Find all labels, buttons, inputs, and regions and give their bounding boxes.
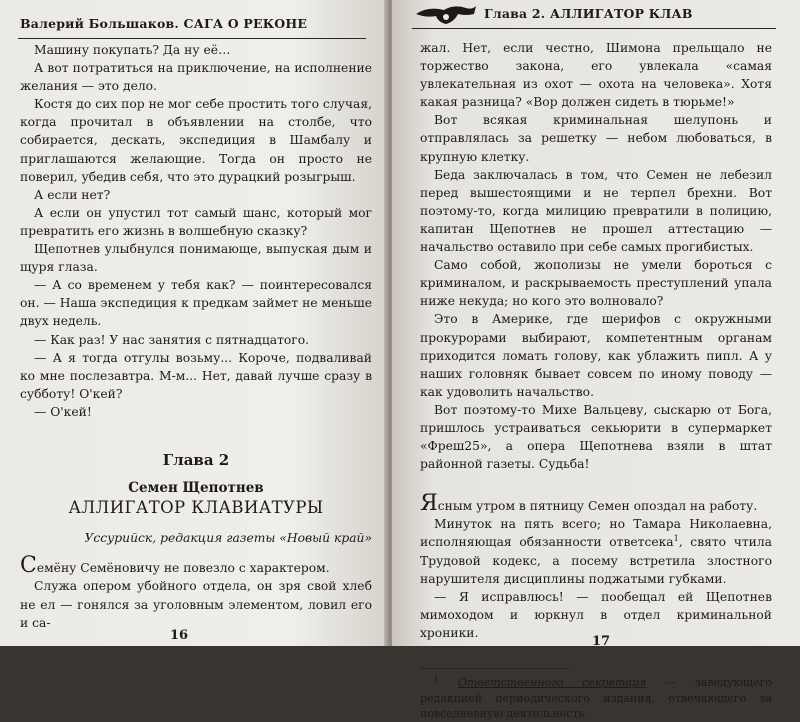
footnote-marker: 1 — [673, 534, 679, 544]
footnote-text: — заведующего редакцией периодического издания, отвечающего за повседневную деятельность. — [420, 676, 772, 720]
right-page-text — [420, 39, 772, 722]
drop-cap: Я — [420, 491, 438, 517]
paragraph — [420, 491, 772, 517]
paragraph: — А со временем у тебя как? — поинтересовался он. — Наша экспедиция к предкам займет не меньше двух недель. — [20, 278, 372, 329]
chapter-heading — [20, 451, 372, 517]
header-rule — [412, 28, 776, 29]
chapter-author: Семен Щепотнев — [128, 480, 264, 497]
paragraph: — Я исправлюсь! — пообещал ей Щепотнев мимоходом и юркнул в отдел криминальной хроники. — [420, 589, 772, 640]
drop-cap: С — [20, 553, 37, 579]
footnote-rule — [420, 668, 570, 669]
chapter-title: Глава 2 — [162, 450, 230, 469]
running-head: Валерий Большаков. САГА О РЕКОНЕ — [20, 16, 308, 31]
right-page — [392, 0, 800, 720]
paragraph: — А я тогда отгулы возьму... Короче, подваливай ко мне послезавтра. М-м... Нет, давай лучше сразу в субботу! О'кей? — [20, 350, 372, 401]
paragraph-text: емёну Семёновичу не повезло с характером. — [36, 561, 330, 576]
footnote-number: 1 — [434, 674, 440, 684]
paragraph: Вот поэтому-то Михе Вальцеву, сыскарю от Бога, пришлось устраиваться секьюрити в супермаркет «Фреш25», а опера Щепотнева взяли в штат районной газеты. Судьба! — [420, 402, 772, 472]
footnote — [420, 668, 772, 722]
footnote-term: Ответственного секретаря — [457, 676, 647, 689]
left-page-text — [20, 41, 372, 632]
paragraph: Беда заключалась в том, что Семен не лебезил перед вышестоящими и не терпел брехни. Вот поэтому-то, когда милицию превратили в полицию, капитан Щепотнев не прошел аттестацию — начальство оставило при себе самых прогибистых. — [420, 167, 772, 255]
chapter-dateline: Уссурийск, редакция газеты «Новый край» — [84, 531, 372, 546]
paragraph: А если нет? — [34, 187, 111, 202]
paragraph: Костя до сих пор не мог себе простить того случая, когда прочитал в объявлении на столбе, что собирается, дескать, экспедиция в Шамбалу и приглашаются желающие. Тогда он просто не поверил, убедив себя, что это дурацкий розыгрыш. — [20, 97, 372, 184]
paragraph: А если он упустил тот самый шанс, который мог превратить его жизнь в волшебную сказку? — [20, 205, 372, 238]
chapter-name: АЛЛИГАТОР КЛАВИАТУРЫ — [68, 498, 324, 518]
paragraph-text: сным утром в пятницу Семен опоздал на работу. — [437, 499, 758, 514]
paragraph: А вот потратиться на приключение, на исполнение желания — это дело. — [20, 61, 372, 94]
paragraph: Машину покупать? Да ну её… — [34, 43, 231, 57]
left-page — [0, 0, 388, 646]
paragraph: Это в Америке, где шерифов с окружными прокурорами выбирают, компетентным органам приходится ломать голову, как ублажить пипл. А у наших головняк бывает совсем по иному поводу — как удоволить начальство. — [420, 312, 772, 399]
paragraph: Вот всякая криминальная шелупонь и отправлялась за решетку — небом любоваться, в крупную клетку. — [420, 113, 772, 164]
paragraph: Само собой, жополизы не умели бороться с криминалом, и раскрываемость преступлений упала ниже некуда; но кого это волновало? — [420, 258, 772, 309]
running-head: Глава 2. АЛЛИГАТОР КЛАВ — [484, 6, 693, 21]
page-number: 16 — [170, 628, 189, 643]
header-rule — [18, 38, 366, 39]
paragraph: — Как раз! У нас занятия с пятнадцатого. — [34, 332, 310, 347]
page-number: 17 — [592, 634, 611, 649]
paragraph — [20, 553, 372, 579]
paragraph: Служа опером убойного отдела, он зря свой хлеб не ел — гонялся за уголовным элементом, ловил его и са- — [20, 579, 372, 630]
paragraph: Минуток на пять всего; но Тамара Николаевна, исполняющая обязанности ответсека$^1$, свято чтила Трудовой кодекс, а посему встретила злостного нарушителя дисциплины поджатыми губками. — [420, 517, 772, 586]
alligator-emblem-icon — [414, 2, 478, 28]
paragraph: Щепотнев улыбнулся понимающе, выпуская дым и щуря глаза. — [20, 242, 372, 275]
paragraph: — О'кей! — [34, 404, 92, 419]
paragraph: жал. Нет, если честно, Шимона прельщало не торжество закона, его увлекала «самая увлекательная из охот — охота на человека». Хотя какая разница? «Вор должен сидеть в тюрьме!» — [420, 41, 772, 110]
